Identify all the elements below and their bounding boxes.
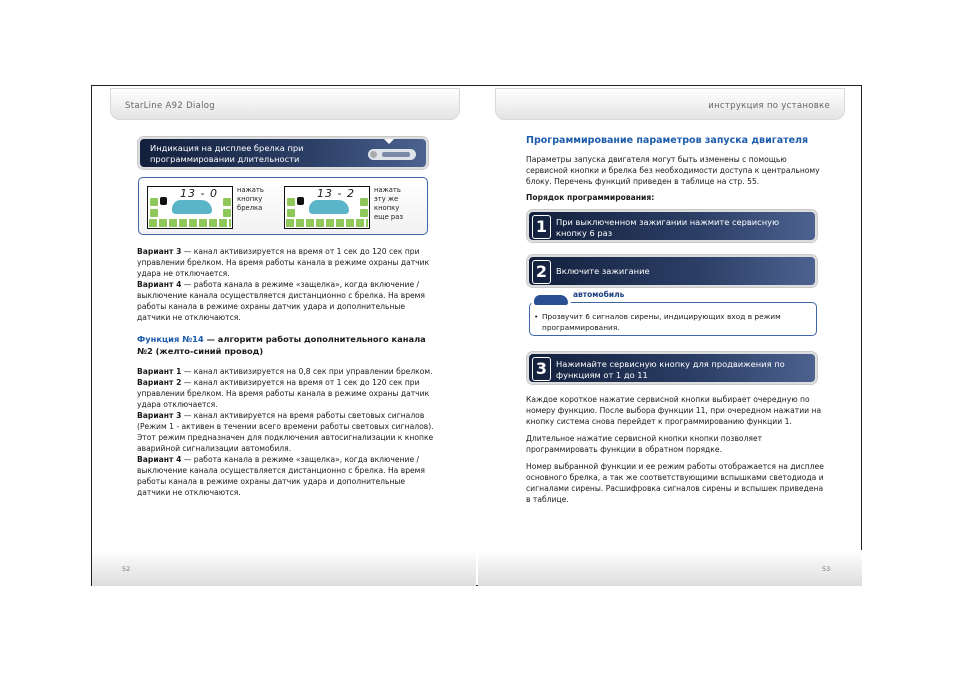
lcd-display-2 — [284, 186, 370, 229]
arrow-down-icon — [384, 139, 394, 144]
right-page-header: инструкция по установке — [495, 88, 845, 120]
left-page-header: StarLine A92 Dialog — [110, 88, 460, 120]
lcd-digits: 13 - 2 — [317, 187, 355, 200]
step-2 — [527, 255, 817, 287]
left-footer — [92, 550, 476, 586]
explanation-paragraphs: Каждое короткое нажатие сервисной кнопки выбирает очередную по номеру функцию. После выбора функции 11, при очередном нажатии на кнопку система снова перейдет к программированию функции 1. Длительное нажатие сервисной кнопки кнопки позволяет программировать функции в обратном порядке. Номер выбранной функции и ее режим работы отображается на дисплее основного брелка, а так же соответствующими вспышками светодиода и сигналами сирены. Расшифровка сигналов сирены и вспышек приведена в таблице. — [526, 395, 824, 504]
order-label: Порядок программирования: — [526, 193, 655, 202]
padlock-icon — [297, 197, 304, 205]
function-14-heading: Функция №14 — алгоритм работы дополнительного канала №2 (желто-синий провод) — [137, 334, 426, 356]
status-icons-row — [286, 219, 368, 227]
page-number-left: 52 — [122, 565, 131, 573]
step-text: Включите зажигание — [556, 266, 650, 276]
car-icon-badge — [531, 292, 571, 307]
car-icon — [172, 200, 212, 214]
step-3 — [527, 352, 817, 384]
banner-text: Индикация на дисплее брелка при программировании длительности — [150, 143, 304, 164]
lock-icon — [150, 198, 158, 206]
step-text: При выключенном зажигании нажмите сервисную кнопку 6 раз — [556, 217, 780, 238]
display-note-2: нажать эту же кнопку еще раз — [374, 186, 404, 221]
step-text: Нажимайте сервисную кнопку для продвижения по функциям от 1 до 11 — [556, 359, 785, 380]
lock-icon — [287, 198, 295, 206]
intro-paragraph: Параметры запуска двигателя могут быть изменены с помощью сервисной кнопки и брелка без необходимости доступа к центральному блоку. Перечень функций приведен в таблице на стр. 55. — [526, 155, 820, 186]
display-indication-banner — [138, 137, 428, 169]
variants-block-2: Вариант 1 — канал активизируется на 0,8 сек при управлении брелком. Вариант 2 — канал активизируется на время от 1 сек до 120 сек при управлении брелком. На время работы канала в режиме охраны датчик удара отключается. Вариант 3 — канал активируется на время работы световых сигналов (Режим 1 - активен в течении всего времени работы световых сигналов). Этот режим предназначен для подключения автосигнализации к кнопке аварийной сигнализации автомобиля. Вариант 4 — работа канала в режиме «защелка», когда включение / выключение канала осуществляется дистанционно с брелка. На время работы канала в режиме охраны датчик удара и дополнительные датчики не отключаются. — [137, 367, 434, 497]
step-1 — [527, 210, 817, 242]
lcd-display-1 — [147, 186, 233, 229]
step-number: 3 — [532, 357, 551, 381]
car-note-text: • Прозвучит 6 сигналов сирены, индицирующих вход в режим программирования. — [534, 312, 781, 332]
section-title: Программирование параметров запуска двигателя — [526, 135, 809, 146]
lcd-digits: 13 - 0 — [180, 187, 218, 200]
padlock-icon — [160, 197, 167, 205]
display-note-1: нажать кнопку брелка — [237, 186, 264, 212]
car-icon — [309, 200, 349, 214]
page-number-right: 53 — [822, 565, 831, 573]
status-icons-row — [149, 219, 231, 227]
step-number: 2 — [532, 260, 551, 284]
car-note-label: автомобиль — [573, 290, 625, 299]
step-number: 1 — [532, 215, 551, 239]
right-footer — [478, 550, 862, 586]
key-fob-icon — [368, 149, 416, 160]
variants-block-1: Вариант 3 — канал активизируется на время от 1 сек до 120 сек при управлении брелком. На время работы канала в режиме охраны датчик удара не отключается. Вариант 4 — работа канала в режиме «защелка», когда включение / выключение канала осуществляется дистанционно с брелка. На время работы канала в режиме охраны датчик удара и дополнительные датчики не отключаются. — [137, 247, 430, 322]
car-icon — [534, 295, 568, 305]
